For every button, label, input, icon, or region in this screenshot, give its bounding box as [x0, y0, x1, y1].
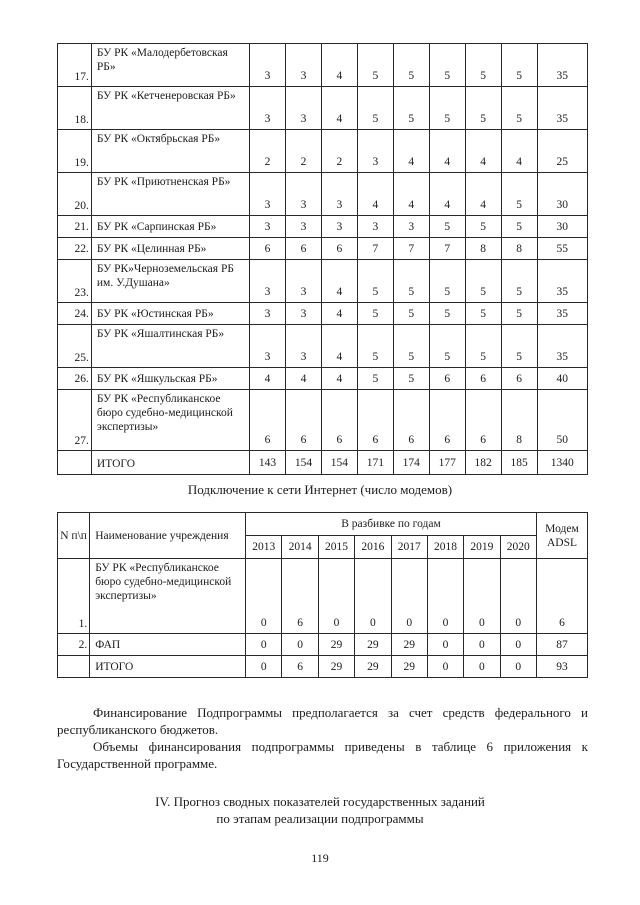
year-value: 3 — [321, 173, 357, 216]
institution-name: БУ РК «Яшалтинская РБ» — [91, 325, 249, 368]
year-value: 0 — [318, 559, 354, 634]
table-row — [58, 44, 588, 87]
year-value: 0 — [500, 559, 536, 634]
institution-name: ФАП — [90, 634, 246, 656]
year-value: 6 — [282, 656, 318, 678]
financing-paragraph: Финансирование Подпрограммы предполагается за счет средств федерального и республиканского бюджетов. — [57, 705, 588, 737]
year-value: 0 — [282, 634, 318, 656]
institution-name: БУ РК «Целинная РБ» — [91, 238, 249, 260]
row-number — [58, 656, 90, 678]
year-value: 5 — [357, 87, 393, 130]
year-value: 7 — [357, 238, 393, 260]
year-value: 8 — [465, 238, 501, 260]
year-value: 0 — [464, 559, 500, 634]
year-value: 5 — [501, 216, 537, 238]
year-value: 6 — [357, 390, 393, 451]
internet-table-caption: Подключение к сети Интернет (число модемов) — [187, 482, 453, 497]
row-total: 55 — [537, 238, 587, 260]
header-year: 2015 — [318, 536, 354, 559]
year-value: 29 — [391, 656, 427, 678]
header-modem-adsl: Модем ADSL — [536, 513, 587, 559]
year-value: 5 — [501, 87, 537, 130]
institution-name: БУ РК «Республиканское бюро судебно-медицинской экспертизы» — [91, 390, 249, 451]
row-number: 1. — [58, 559, 90, 634]
year-value: 4 — [286, 368, 322, 390]
header-year: 2017 — [391, 536, 427, 559]
row-number: 27. — [58, 390, 92, 451]
header-institution: Наименование учреждения — [90, 513, 246, 559]
internet-modems-table — [57, 512, 588, 678]
year-value: 6 — [286, 238, 322, 260]
year-value: 0 — [427, 634, 463, 656]
year-value: 4 — [321, 368, 357, 390]
year-value: 4 — [357, 173, 393, 216]
table-row — [58, 325, 588, 368]
modem-total: 93 — [536, 656, 587, 678]
year-value: 3 — [286, 303, 322, 325]
header-year: 2019 — [464, 536, 500, 559]
year-value: 6 — [321, 390, 357, 451]
institution-name: БУ РК»Черноземельская РБ им. У.Душана» — [91, 260, 249, 303]
institution-name: БУ РК «Кетченеровская РБ» — [91, 87, 249, 130]
year-value: 5 — [501, 260, 537, 303]
year-value: 3 — [357, 216, 393, 238]
row-total: 30 — [537, 216, 587, 238]
institution-name: БУ РК «Октябрьская РБ» — [91, 130, 249, 173]
year-value: 5 — [357, 303, 393, 325]
row-number: 24. — [58, 303, 92, 325]
year-value: 5 — [501, 44, 537, 87]
year-value: 6 — [250, 390, 286, 451]
year-value: 5 — [357, 368, 393, 390]
row-number: 18. — [58, 87, 92, 130]
year-value: 5 — [465, 303, 501, 325]
row-total: 35 — [537, 303, 587, 325]
table-row — [58, 656, 588, 678]
year-value: 0 — [355, 559, 391, 634]
year-value: 4 — [321, 325, 357, 368]
institution-name: БУ РК «Малодербетовская РБ» — [91, 44, 249, 87]
row-total: 35 — [537, 44, 587, 87]
year-value: 5 — [393, 368, 429, 390]
year-value: 4 — [465, 173, 501, 216]
financing-volume-paragraph: Объемы финансирования подпрограммы приведены в таблице 6 приложения к Государственной программе. — [57, 739, 588, 771]
year-value: 4 — [321, 303, 357, 325]
year-value: 8 — [501, 390, 537, 451]
year-value: 4 — [321, 260, 357, 303]
row-total: 35 — [537, 325, 587, 368]
row-number: 26. — [58, 368, 92, 390]
institution-name: БУ РК «Яшкульская РБ» — [91, 368, 249, 390]
institution-name: ИТОГО — [90, 656, 246, 678]
modem-total: 6 — [536, 559, 587, 634]
year-total: 154 — [286, 451, 322, 475]
row-number — [58, 451, 92, 475]
year-value: 6 — [321, 238, 357, 260]
year-value: 5 — [429, 325, 465, 368]
year-value: 3 — [321, 216, 357, 238]
year-value: 29 — [355, 634, 391, 656]
year-value: 3 — [250, 303, 286, 325]
year-value: 5 — [501, 303, 537, 325]
year-total: 154 — [321, 451, 357, 475]
year-total: 171 — [357, 451, 393, 475]
table-row — [58, 634, 588, 656]
year-value: 5 — [357, 260, 393, 303]
year-value: 5 — [429, 44, 465, 87]
year-value: 3 — [286, 325, 322, 368]
year-value: 3 — [250, 325, 286, 368]
table-row — [58, 87, 588, 130]
year-value: 4 — [465, 130, 501, 173]
year-value: 0 — [427, 656, 463, 678]
year-value: 0 — [500, 656, 536, 678]
row-total: 25 — [537, 130, 587, 173]
year-value: 5 — [429, 87, 465, 130]
year-value: 29 — [355, 656, 391, 678]
institution-name: БУ РК «Сарпинская РБ» — [91, 216, 249, 238]
row-total: 35 — [537, 87, 587, 130]
year-total: 177 — [429, 451, 465, 475]
row-total: 40 — [537, 368, 587, 390]
row-number: 21. — [58, 216, 92, 238]
row-total: 30 — [537, 173, 587, 216]
year-value: 3 — [250, 173, 286, 216]
year-value: 0 — [500, 634, 536, 656]
year-value: 4 — [393, 130, 429, 173]
year-value: 6 — [429, 368, 465, 390]
year-total: 143 — [250, 451, 286, 475]
grand-total: 1340 — [537, 451, 587, 475]
year-value: 3 — [250, 260, 286, 303]
year-value: 5 — [501, 325, 537, 368]
year-value: 6 — [501, 368, 537, 390]
year-value: 0 — [464, 656, 500, 678]
table-row — [58, 368, 588, 390]
year-value: 0 — [464, 634, 500, 656]
row-total: 50 — [537, 390, 587, 451]
year-value: 3 — [357, 130, 393, 173]
year-value: 4 — [429, 130, 465, 173]
year-value: 0 — [427, 559, 463, 634]
year-value: 5 — [429, 303, 465, 325]
year-value: 5 — [465, 216, 501, 238]
institution-name: БУ РК «Республиканское бюро судебно-медицинской экспертизы» — [90, 559, 246, 634]
year-value: 4 — [393, 173, 429, 216]
year-value: 0 — [246, 634, 282, 656]
institutions-table — [57, 43, 588, 475]
year-value: 6 — [250, 238, 286, 260]
header-number: N п\п — [58, 513, 90, 559]
header-year: 2014 — [282, 536, 318, 559]
year-value: 6 — [465, 390, 501, 451]
year-value: 5 — [393, 44, 429, 87]
table-row — [58, 173, 588, 216]
row-total: 35 — [537, 260, 587, 303]
year-value: 0 — [391, 559, 427, 634]
year-value: 5 — [393, 303, 429, 325]
year-value: 2 — [286, 130, 322, 173]
year-value: 29 — [318, 656, 354, 678]
total-label: ИТОГО — [91, 451, 249, 475]
year-value: 5 — [465, 87, 501, 130]
header-year: 2020 — [500, 536, 536, 559]
year-total: 185 — [501, 451, 537, 475]
year-value: 6 — [429, 390, 465, 451]
year-value: 3 — [250, 44, 286, 87]
year-value: 3 — [286, 173, 322, 216]
year-value: 5 — [429, 216, 465, 238]
page-number: 119 — [311, 851, 329, 865]
year-value: 3 — [393, 216, 429, 238]
year-value: 8 — [501, 238, 537, 260]
header-year: 2013 — [246, 536, 282, 559]
year-value: 3 — [286, 87, 322, 130]
year-value: 7 — [429, 238, 465, 260]
header-year: 2018 — [427, 536, 463, 559]
institution-name: БУ РК «Приютненская РБ» — [91, 173, 249, 216]
year-value: 5 — [465, 325, 501, 368]
year-value: 29 — [391, 634, 427, 656]
year-value: 5 — [465, 44, 501, 87]
year-value: 6 — [393, 390, 429, 451]
row-number: 19. — [58, 130, 92, 173]
table-row — [58, 390, 588, 451]
year-value: 5 — [357, 44, 393, 87]
year-total: 182 — [465, 451, 501, 475]
year-value: 7 — [393, 238, 429, 260]
table-row — [58, 303, 588, 325]
year-value: 4 — [429, 173, 465, 216]
institution-name: БУ РК «Юстинская РБ» — [91, 303, 249, 325]
year-value: 5 — [501, 173, 537, 216]
year-value: 4 — [321, 87, 357, 130]
year-value: 3 — [286, 260, 322, 303]
year-value: 0 — [246, 559, 282, 634]
year-value: 5 — [393, 87, 429, 130]
year-value: 5 — [429, 260, 465, 303]
row-number: 2. — [58, 634, 90, 656]
row-number: 17. — [58, 44, 92, 87]
year-value: 0 — [246, 656, 282, 678]
year-value: 5 — [393, 325, 429, 368]
section-heading — [0, 793, 640, 827]
total-row — [58, 451, 588, 475]
year-value: 6 — [286, 390, 322, 451]
year-total: 174 — [393, 451, 429, 475]
table-row — [58, 559, 588, 634]
table-row — [58, 130, 588, 173]
table-row — [58, 216, 588, 238]
year-value: 29 — [318, 634, 354, 656]
table-row — [58, 238, 588, 260]
year-value: 3 — [286, 216, 322, 238]
year-value: 3 — [250, 87, 286, 130]
table-row — [58, 260, 588, 303]
header-year: 2016 — [355, 536, 391, 559]
section-heading-line: по этапам реализации подпрограммы — [216, 811, 424, 826]
year-value: 3 — [286, 44, 322, 87]
year-value: 2 — [250, 130, 286, 173]
year-value: 2 — [321, 130, 357, 173]
year-value: 4 — [250, 368, 286, 390]
row-number: 22. — [58, 238, 92, 260]
section-heading-line: IV. Прогноз сводных показателей государственных заданий — [155, 794, 485, 809]
year-value: 5 — [393, 260, 429, 303]
year-value: 3 — [250, 216, 286, 238]
year-value: 4 — [501, 130, 537, 173]
year-value: 6 — [465, 368, 501, 390]
row-number: 25. — [58, 325, 92, 368]
row-number: 23. — [58, 260, 92, 303]
year-value: 4 — [321, 44, 357, 87]
year-value: 5 — [465, 260, 501, 303]
row-number: 20. — [58, 173, 92, 216]
header-by-years: В разбивке по годам — [246, 513, 537, 536]
year-value: 6 — [282, 559, 318, 634]
year-value: 5 — [357, 325, 393, 368]
modem-total: 87 — [536, 634, 587, 656]
